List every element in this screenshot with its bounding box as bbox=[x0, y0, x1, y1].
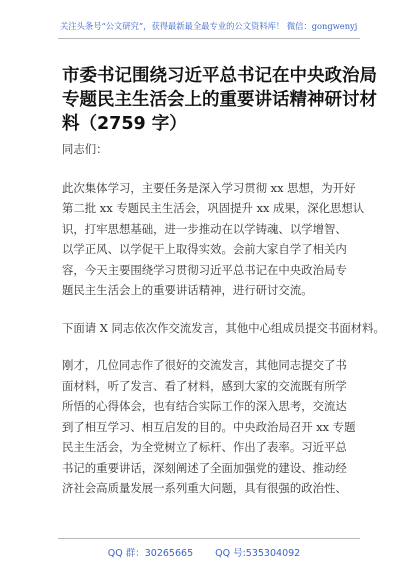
qq-account-number: QQ 号:535304092 bbox=[215, 548, 301, 559]
text-line: 民主生活会，为全党树立了标杆、作出了表率。习近平总 bbox=[62, 440, 347, 454]
paragraph-summary bbox=[62, 355, 354, 499]
footer-divider bbox=[58, 538, 360, 539]
text-line: 题民主生活会上的重要讲话精神，进行研讨交流。 bbox=[62, 283, 313, 297]
paragraph-instruction bbox=[62, 318, 385, 339]
text-line: 到了相互学习、相互启发的目的。中央政治局召开 xx 专题 bbox=[62, 419, 356, 434]
text-line: 识，打牢思想基础，进一步推动在以学铸魂、以学增智、 bbox=[62, 221, 347, 236]
text-line: 第二批 xx 专题民主生活会，巩固提升 xx 成果，深化思想认 bbox=[62, 201, 365, 215]
promo-banner: 关注头条号“公文研究”，获得最新最全最专业的公文资料库！ 微信：gongwenyj bbox=[60, 21, 358, 31]
text-line: 容，今天主要围绕学习贯彻习近平总书记在中央政治局专 bbox=[62, 262, 347, 277]
greeting-text: 同志们： bbox=[62, 142, 108, 156]
document-title bbox=[62, 64, 377, 136]
text-line: 此次集体学习，主要任务是深入学习贯彻 xx 思想，为开好 bbox=[62, 180, 356, 195]
paragraph-intro bbox=[62, 178, 365, 301]
qq-group-number: QQ 群：30265665 bbox=[107, 548, 194, 559]
text-line: 所悟的心得体会，也有结合实际工作的深入思考，交流达 bbox=[62, 399, 347, 413]
text-line: 书记的重要讲话，深刻阐述了全面加强党的建设、推动经 bbox=[62, 460, 347, 475]
text-line: 济社会高质量发展一系列重大问题，具有很强的政治性、 bbox=[62, 481, 347, 495]
text-line: 刚才，几位同志作了很好的交流发言，其他同志提交了书 bbox=[62, 358, 347, 372]
title-line: 料（2759 字） bbox=[62, 114, 187, 134]
greeting bbox=[62, 139, 354, 160]
title-line: 市委书记围绕习近平总书记在中央政治局 bbox=[62, 66, 377, 86]
document-body bbox=[62, 139, 385, 499]
text-line: 以学正风、以学促干上取得实效。会前大家自学了相关内 bbox=[62, 242, 347, 256]
title-line: 专题民主生活会上的重要讲话精神研讨材 bbox=[62, 90, 377, 110]
text-line: 面材料，听了发言、看了材料，感到大家的交流既有所学 bbox=[62, 378, 347, 393]
text-line: 下面请 X 同志依次作交流发言，其他中心组成员提交书面材料。 bbox=[62, 320, 385, 335]
contact-footer bbox=[0, 545, 408, 559]
header-divider bbox=[58, 38, 360, 39]
